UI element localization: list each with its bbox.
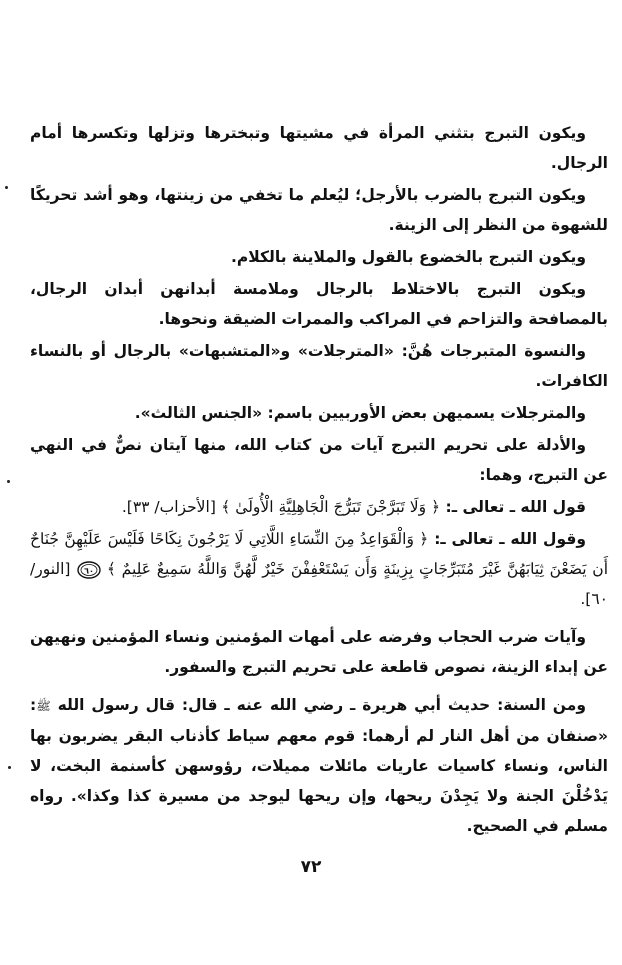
- verse-reference: [الأحزاب/ ٣٣].: [121, 498, 216, 516]
- verse-reference: [النور/ ٦٠].: [30, 560, 608, 608]
- paragraph-5: والنسوة المتبرجات هُنَّ: «المترجلات» و«المتشبهات» بالرجال أو بالنساء الكافرات.: [30, 342, 608, 390]
- scan-speck: [8, 766, 11, 769]
- quran-verse: ﴿ وَالْقَوَاعِدُ مِنَ النِّسَاءِ اللَّاتِي لَا يَرْجُونَ نِكَاحًا فَلَيْسَ عَلَيْهِنَّ جُنَاحٌ أَن يَضَعْنَ ثِيَابَهُنَّ غَيْرَ مُتَبَرِّجَاتٍ بِزِينَةٍ وَأَن يَسْتَعْفِفْنَ خَيْرٌ لَّهُنَّ وَاللَّهُ سَمِيعٌ عَلِيمٌ ﴾: [30, 530, 608, 578]
- paragraph-9: [30, 524, 608, 614]
- hadith-intro: ومن السنة: حديث أبي هريرة ـ رضي الله عنه ـ قال: قال رسول الله: [57, 696, 586, 714]
- quote-intro: وقول الله ـ تعالى ـ:: [434, 530, 586, 548]
- scan-speck: [7, 480, 10, 483]
- ayah-number: ٦٠: [83, 566, 94, 575]
- paragraph-8: [30, 492, 608, 522]
- paragraph-7: والأدلة على تحريم التبرج آيات من كتاب الله، منها آيتان نصٌّ في النهي عن التبرج، وهما:: [30, 436, 608, 484]
- quran-verse: ﴿ وَلَا تَبَرَّجْنَ تَبَرُّجَ الْجَاهِلِيَّةِ الْأُولَىٰ ﴾: [221, 498, 441, 516]
- paragraph-3: ويكون التبرج بالخضوع بالقول والملاينة بالكلام.: [231, 248, 586, 266]
- paragraph-6: والمترجلات يسميهن بعض الأوربيين باسم: «الجنس الثالث».: [134, 404, 586, 422]
- page-body: [30, 118, 608, 843]
- paragraph-1: ويكون التبرج بتثني المرأة في مشيتها وتبخترها وتزلها وتكسرها أمام الرجال.: [30, 124, 608, 172]
- salutation-mark: ﷺ: [36, 699, 51, 713]
- quote-intro: قول الله ـ تعالى ـ:: [445, 498, 586, 516]
- paragraph-4: ويكون التبرج بالاختلاط بالرجال وملامسة أبدانهن أبدان الرجال، بالمصافحة والتزاحم في المراكب والممرات الضيقة ونحوها.: [30, 280, 608, 328]
- paragraph-11: [30, 690, 608, 841]
- ayah-number-icon: [77, 561, 101, 579]
- hadith-text: : «صنفان من أهل النار لم أرهما: قوم معهم سياط كأذناب البقر يضربون بها الناس، ونساء كاسيات عاريات مائلات مميلات، رؤوسهن كأسنمة البخت، لا يَدْخُلْنَ الجنة ولا يَجِدْنَ ريحها، وإن ريحها ليوجد من مسيرة كذا وكذا». رواه مسلم في الصحيح.: [30, 696, 608, 835]
- paragraph-2: ويكون التبرج بالضرب بالأرجل؛ ليُعلم ما تخفي من زينتها، وهو أشد تحريكًا للشهوة من النظر إلى الزينة.: [30, 186, 608, 234]
- scan-speck: [5, 186, 8, 189]
- page-number: ٧٢: [300, 857, 322, 877]
- paragraph-10: وآيات ضرب الحجاب وفرضه على أمهات المؤمنين ونساء المؤمنين ونهيهن عن إبداء الزينة، نصوص قاطعة على تحريم التبرج والسفور.: [30, 628, 608, 676]
